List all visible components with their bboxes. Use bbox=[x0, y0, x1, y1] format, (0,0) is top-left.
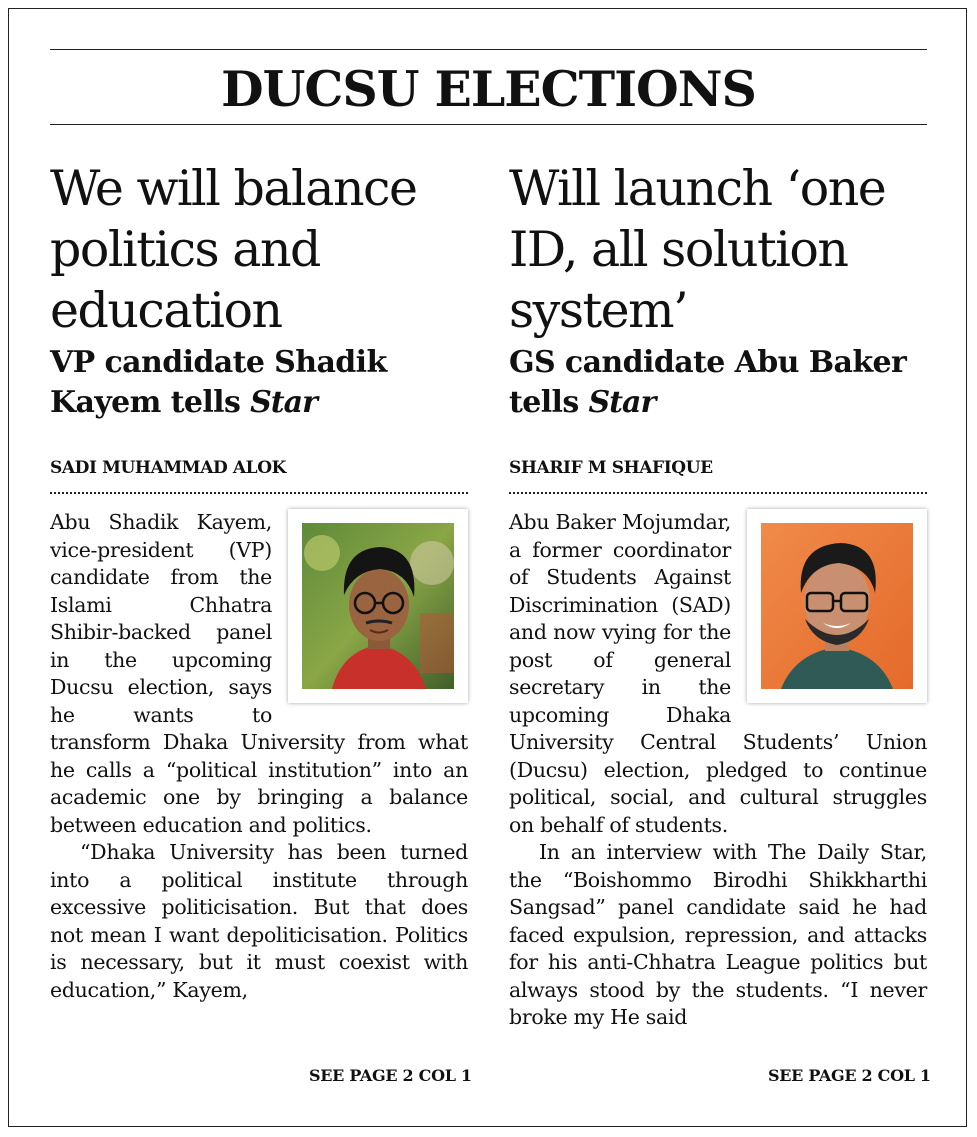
headline-line: ID, all solution bbox=[509, 221, 848, 278]
headline bbox=[509, 158, 929, 341]
article-vp bbox=[50, 158, 470, 423]
headline bbox=[50, 158, 470, 341]
section-title: DUCSU ELECTIONS bbox=[221, 60, 756, 118]
deck-text: VP candidate Shadik Kayem tells bbox=[50, 345, 387, 420]
byline: SADI MUHAMMAD ALOK bbox=[50, 458, 286, 478]
paragraph: “Dhaka University has been turned into a political institute through excessive politicisation. But that does not mean I want depoliticisation. Politics is necessary, but it must coexist with education,” Kayem, bbox=[50, 840, 468, 1002]
byline: SHARIF M SHAFIQUE bbox=[509, 458, 713, 478]
section-rule bbox=[50, 124, 927, 125]
paragraph: In an interview with The Daily Star, the “Boishommo Birodhi Shikkharthi Sangsad” panel candidate said he had faced expulsion, repression, and attacks for his anti-Chhatra League politics but always stood by the students. “I never broke my He said bbox=[509, 840, 927, 1029]
article-body bbox=[509, 509, 927, 1032]
deck-text: GS candidate Abu Baker tells bbox=[509, 345, 907, 420]
see-page-jump[interactable]: SEE PAGE 2 COL 1 bbox=[309, 1066, 472, 1085]
byline-divider bbox=[509, 492, 927, 494]
headline-line: education bbox=[50, 282, 282, 339]
photo-frame bbox=[288, 509, 468, 703]
headline-line: system’ bbox=[509, 282, 688, 339]
portrait-illustration bbox=[761, 523, 913, 689]
headline-line: politics and bbox=[50, 221, 320, 278]
star-logo: Star bbox=[588, 385, 656, 420]
headline-line: We will balance bbox=[50, 160, 417, 217]
photo-frame bbox=[747, 509, 927, 703]
paragraph: Abu Shadik Kayem, vice-president (VP) candidate from the Islami Chhatra Shibir-backed panel in the upcoming Ducsu election, says he wants to transform Dhaka University from what he calls a “political institution” into an academic one by bringing a balance between education and politics. bbox=[50, 510, 468, 837]
article-gs bbox=[509, 158, 929, 423]
paragraph: Abu Baker Mojumdar, a former coordinator of Students Against Discrimination (SAD) and now vying for the post of general secretary in the upcoming Dhaka University Central Students’ Union (Ducsu) election, pledged to continue political, social, and cultural struggles on behalf of students. bbox=[509, 510, 927, 837]
byline-divider bbox=[50, 492, 468, 494]
see-page-jump[interactable]: SEE PAGE 2 COL 1 bbox=[768, 1066, 931, 1085]
article-body bbox=[50, 509, 468, 1004]
portrait-photo bbox=[302, 523, 454, 689]
portrait-photo bbox=[761, 523, 913, 689]
headline-line: Will launch ‘one bbox=[509, 160, 886, 217]
deck bbox=[509, 343, 929, 423]
portrait-illustration bbox=[302, 523, 454, 689]
deck bbox=[50, 343, 470, 423]
star-logo: Star bbox=[250, 385, 317, 420]
top-rule bbox=[50, 49, 927, 50]
